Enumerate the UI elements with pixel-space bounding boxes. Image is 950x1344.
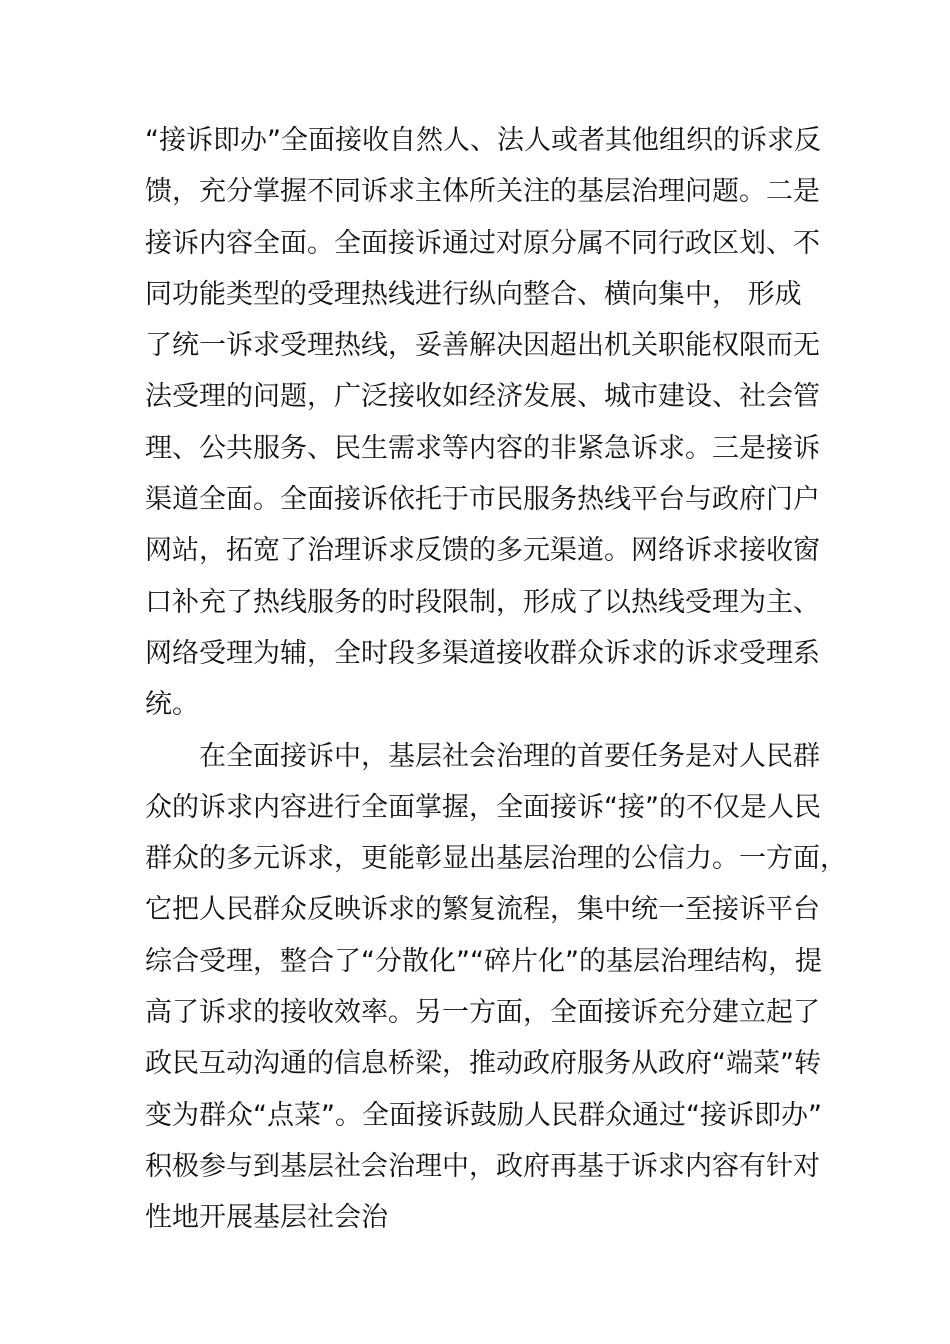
text-line: 性地开展基层社会治: [145, 1202, 388, 1234]
text-line: 馈，充分掌握不同诉求主体所关注的基层治理问题。二是: [145, 176, 820, 208]
text-line: 网络受理为辅，全时段多渠道接收群众诉求的诉求受理系: [145, 637, 820, 669]
text-line: “接诉即办”全面接收自然人、法人或者其他组织的诉求反: [145, 125, 821, 156]
text-line: 网站，拓宽了治理诉求反馈的多元渠道。网络诉求接收窗: [145, 535, 820, 567]
text-line: 政民互动沟通的信息桥梁，推动政府服务从政府“端菜”转: [145, 1048, 821, 1080]
text-line: 法受理的问题，广泛接收如经济发展、城市建设、社会管: [145, 381, 820, 413]
text-line: 群众的多元诉求，更能彰显出基层治理的公信力。一方面，: [145, 843, 847, 875]
text-line: 它把人民群众反映诉求的繁复流程，集中统一至接诉平台: [145, 894, 820, 926]
body-text: [145, 115, 845, 1244]
text-line: 众的诉求内容进行全面掌握，全面接诉“接”的不仅是人民: [145, 791, 821, 823]
text-line: 同功能类型的受理热线进行纵向整合、横向集中， 形成: [145, 278, 802, 310]
text-line: 理、公共服务、民生需求等内容的非紧急诉求。三是接诉: [145, 432, 820, 464]
text-line: 综合受理，整合了“分散化”“碎片化”的基层治理结构，提: [145, 945, 822, 977]
text-line: 积极参与到基层社会治理中，政府再基于诉求内容有针对: [145, 1150, 820, 1182]
text-line: 变为群众“点菜”。全面接诉鼓励人民群众通过“接诉即办”: [145, 1099, 822, 1131]
text-line: 了统一诉求受理热线，妥善解决因超出机关职能权限而无: [145, 330, 820, 362]
text-line: 高了诉求的接收效率。另一方面，全面接诉充分建立起了: [145, 997, 820, 1029]
paragraph-start-line: 在全面接诉中，基层社会治理的首要任务是对人民群: [199, 740, 820, 772]
text-line: 接诉内容全面。全面接诉通过对原分属不同行政区划、不: [145, 227, 820, 259]
text-line: 统。: [145, 689, 199, 721]
text-line: 口补充了热线服务的时段限制，形成了以热线受理为主、: [145, 586, 820, 618]
text-line: 渠道全面。全面接诉依托于市民服务热线平台与政府门户: [145, 484, 820, 516]
